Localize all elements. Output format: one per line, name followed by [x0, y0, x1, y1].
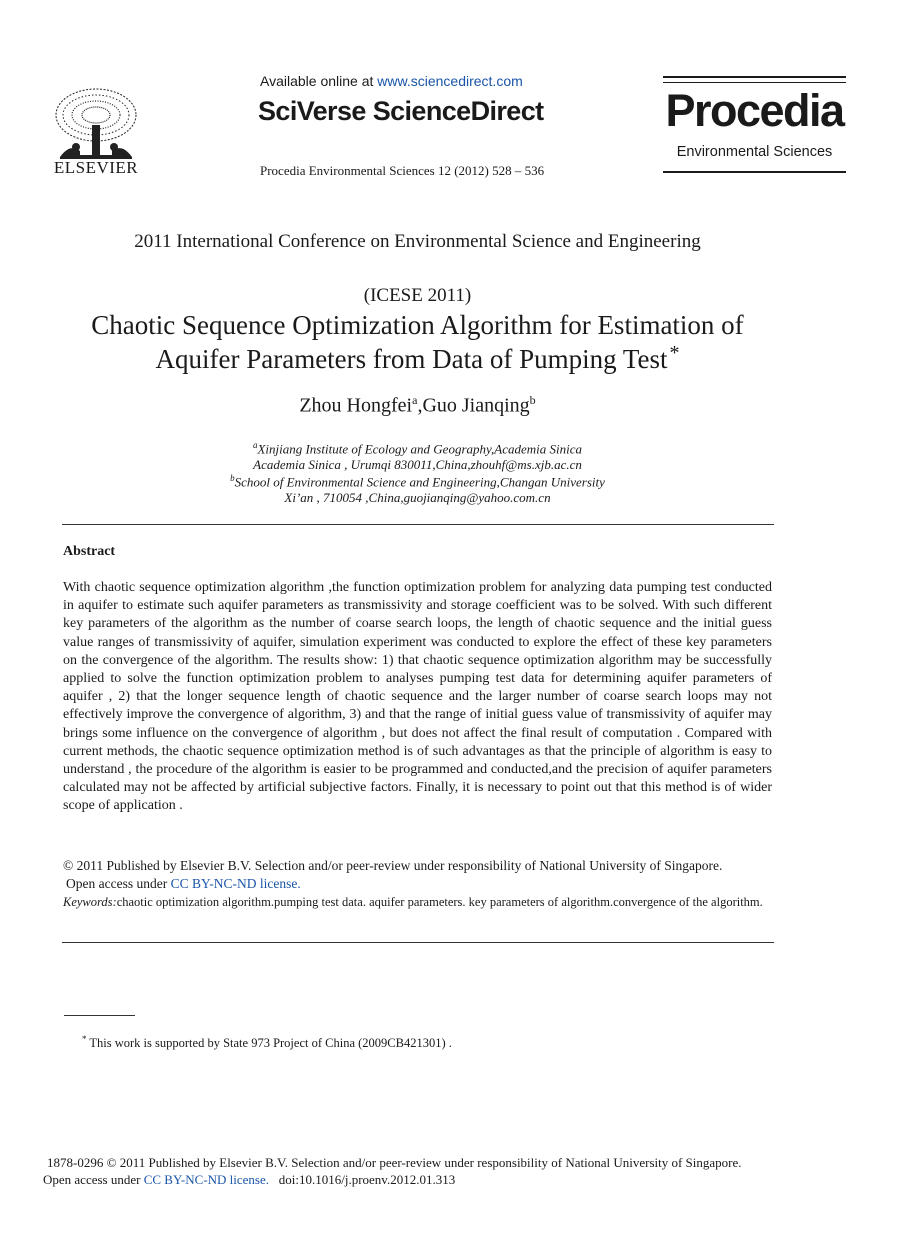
divider-top [62, 524, 774, 525]
affiliation-b-mark: b [230, 473, 235, 483]
footer-doi: doi:10.1016/j.proenv.2012.01.313 [278, 1172, 456, 1187]
availability-prefix: Available online at [260, 73, 378, 89]
paper-title-line-2-text: Aquifer Parameters from Data of Pumping Test [155, 344, 668, 374]
affiliation-a-mark: a [252, 440, 258, 450]
platform-logo: SciVerse ScienceDirect [258, 96, 544, 126]
abstract-body: With chaotic sequence optimization algorithm ,the function optimization problem for analyzing data pumping test conducted in aquifer to estimate such aquifer parameters as transmissivity and storage coefficient was to be solved. With such different key parameters of the algorithm as the number of coarse search loops, the length of chaotic sequence and the initial guess value ranges of transmissivity of aquifer, simulation experiment was conducted to explore the effect of these key parameters on the convergence of the algorithm. The results show: 1) that chaotic sequence optimization algorithm may be successfully applied to solve the function optimization problem to analyses pumping test data for determining aquifer parameters of aquifer , 2) that the longer sequence length of chaotic sequence and the larger number of coarse search loops may not effectively improve the convergence of algorithm, 3) and that the range of initial guess value of transmissivity of aquifer may brings some influence on the convergence of algorithm , but does not affect the final result of computation . Compared with current methods, the chaotic sequence optimization method is of such advantages as that the principle of algorithm is easy to understand , the procedure of the algorithm is easier to be programmed and conducted,and the precision of aquifer parameters calculated may not be affected by artificial subjective factors. Finally, it is necessary to point out that this method is of wider scope of application . [63, 580, 772, 814]
copyright-block [63, 857, 775, 893]
open-access-prefix: Open access under [66, 876, 171, 891]
divider-bottom [62, 942, 774, 943]
affiliation-a-line-1 [0, 440, 835, 457]
conference-acronym: (ICESE 2011) [363, 285, 472, 306]
journal-logo: Procedia [665, 85, 844, 136]
footnote-rule [64, 1015, 135, 1016]
journal-logo-top-rule-thin [663, 82, 846, 83]
journal-logo-top-rule [663, 76, 846, 78]
affiliation-b-line-1 [0, 473, 835, 490]
paper-title-line-1: Chaotic Sequence Optimization Algorithm for Estimation of [91, 310, 744, 340]
affiliation-b-text-1: School of Environmental Science and Engineering,Changan University [234, 474, 605, 490]
author-1: Zhou Hongfei [299, 394, 413, 417]
journal-logo-subtitle: Environmental Sciences [676, 144, 833, 160]
abstract-heading: Abstract [63, 544, 116, 559]
journal-logo-bottom-rule [663, 171, 846, 173]
page-footer [43, 1154, 742, 1188]
title-footnote-mark: * [669, 342, 680, 364]
affiliation-b-line-2: Xi’an , 710054 ,China,guojianqing@yahoo.com.cn [284, 490, 551, 505]
publisher-wordmark: ELSEVIER [53, 158, 139, 177]
keywords-label: Keywords: [63, 895, 117, 909]
affiliation-a-line-2: Academia Sinica , Urumqi 830011,China,zhouhf@ms.xjb.ac.cn [253, 457, 582, 472]
availability-notice [260, 73, 523, 89]
conference-name: 2011 International Conference on Environmental Science and Engineering [134, 231, 701, 252]
keywords-text: chaotic optimization algorithm.pumping test data. aquifer parameters. key parameters of algorithm.convergence of the algorithm. [116, 895, 763, 909]
copyright-notice: © 2011 Published by Elsevier B.V. Selection and/or peer-review under responsibility of National University of Singapore. [63, 858, 723, 873]
paper-title-line-2 [0, 342, 835, 376]
footnote [82, 1034, 452, 1051]
author-2: ,Guo Jianqing [417, 394, 530, 417]
footer-access-line [43, 1171, 738, 1188]
footer-open-access-prefix: Open access under [43, 1172, 144, 1187]
paper-title [0, 308, 835, 376]
author-list [0, 393, 835, 418]
open-access-notice [63, 875, 775, 893]
footnote-mark: * [82, 1034, 87, 1044]
sciencedirect-link[interactable]: www.sciencedirect.com [377, 73, 523, 89]
author-1-affiliation-mark: a [412, 393, 418, 407]
footer-issn-line: 1878-0296 © 2011 Published by Elsevier B.V. Selection and/or peer-review under responsibility of National University of Singapore. [47, 1155, 742, 1170]
author-2-affiliation-mark: b [529, 393, 536, 407]
license-link[interactable]: CC BY-NC-ND license. [170, 876, 301, 891]
keywords [63, 894, 763, 911]
footnote-text: This work is supported by State 973 Project of China (2009CB421301) . [86, 1036, 452, 1051]
affiliation-a-text-1: Xinjiang Institute of Ecology and Geography,Academia Sinica [257, 441, 583, 457]
journal-reference: Procedia Environmental Sciences 12 (2012) 528 – 536 [260, 163, 545, 178]
footer-license-link[interactable]: CC BY-NC-ND license. [143, 1172, 270, 1187]
